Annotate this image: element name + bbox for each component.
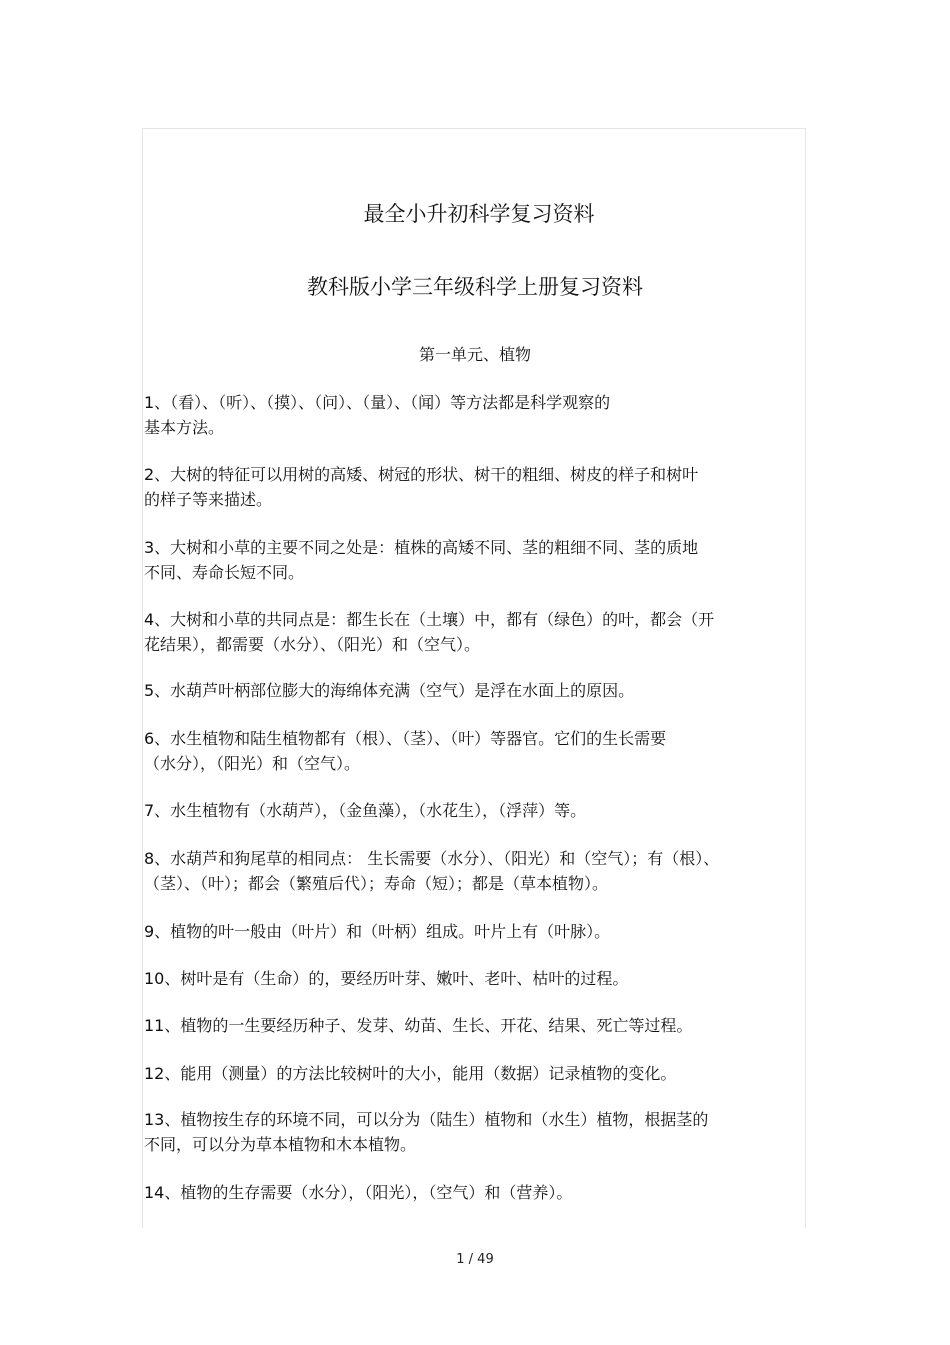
item-line: 1、（看）、（听）、（摸）、（问）、（量）、（闻）等方法都是科学观察的: [144, 393, 611, 412]
item-line: 不同、寿命长短不同。: [144, 562, 305, 582]
item-line: 不同，可以分为草本植物和木本植物。: [144, 1134, 417, 1154]
list-item-13: [144, 1108, 816, 1157]
page-indicator: 1 / 49: [456, 1252, 494, 1267]
item-line: 9、植物的叶一般由（叶片）和（叶柄）组成。叶片上有（叶脉）。: [144, 922, 611, 941]
list-item-9: [144, 920, 816, 945]
item-line: 基本方法。: [144, 417, 225, 437]
list-item-1: [144, 391, 816, 440]
list-item-5: [144, 679, 816, 704]
unit-heading: 第一单元、植物: [418, 345, 531, 364]
item-line: （水分），（阳光）和（空气）。: [144, 753, 361, 773]
list-item-10: [144, 967, 816, 992]
document-subtitle: 教科版小学三年级科学上册复习资料: [307, 275, 643, 299]
item-line: 11、植物的一生要经历种子、发芽、幼苗、生长、开花、结果、死亡等过程。: [144, 1016, 693, 1035]
item-line: （茎）、（叶）；都会（繁殖后代）；寿命（短）；都是（草本植物）。: [144, 873, 609, 893]
list-item-7: [144, 799, 816, 824]
item-line: 10、树叶是有（生命）的，要经历叶芽、嫩叶、老叶、枯叶的过程。: [144, 969, 629, 988]
list-item-4: [144, 608, 816, 657]
list-item-6: [144, 727, 816, 776]
list-item-8: [144, 847, 816, 896]
list-item-11: [144, 1014, 816, 1039]
document-title: 最全小升初科学复习资料: [363, 202, 595, 226]
item-line: 2、大树的特征可以用树的高矮、树冠的形状、树干的粗细、树皮的样子和树叶: [144, 465, 699, 484]
item-line: 6、水生植物和陆生植物都有（根）、（茎）、（叶）等器官。它们的生长需要: [144, 729, 667, 748]
item-line: 5、水葫芦叶柄部位膨大的海绵体充满（空气）是浮在水面上的原因。: [144, 681, 635, 700]
item-line: 8、水葫芦和狗尾草的相同点： 生长需要（水分）、（阳光）和（空气）；有（根）、: [144, 849, 720, 868]
item-line: 13、植物按生存的环境不同，可以分为（陆生）植物和（水生）植物，根据茎的: [144, 1110, 709, 1129]
item-line: 花结果），都需要（水分）、（阳光）和（空气）。: [144, 634, 481, 654]
item-line: 4、大树和小草的共同点是：都生长在（土壤）中，都有（绿色）的叶，都会（开: [144, 610, 715, 629]
item-line: 14、植物的生存需要（水分），（阳光），（空气）和（营养）。: [144, 1183, 573, 1202]
list-item-12: [144, 1062, 816, 1087]
list-item-14: [144, 1181, 816, 1206]
item-line: 12、能用（测量）的方法比较树叶的大小，能用（数据）记录植物的变化。: [144, 1064, 677, 1083]
list-item-3: [144, 536, 816, 585]
list-item-2: [144, 463, 816, 512]
item-line: 7、水生植物有（水葫芦），（金鱼藻），（水花生），（浮萍）等。: [144, 801, 587, 820]
item-line: 3、大树和小草的主要不同之处是：植株的高矮不同、茎的粗细不同、茎的质地: [144, 538, 699, 557]
item-line: 的样子等来描述。: [144, 489, 273, 509]
